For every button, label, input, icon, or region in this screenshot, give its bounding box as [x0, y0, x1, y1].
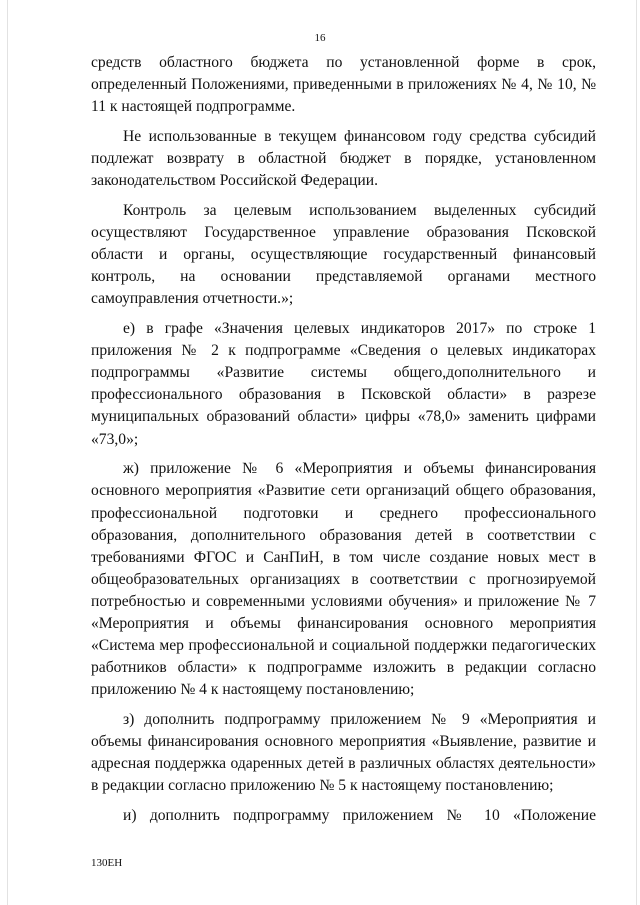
document-body	[91, 52, 596, 835]
paragraph-continuation: средств областного бюджета по установленной форме в срок, определенный Положениями, приведенными в приложениях № 4, № 10, № 11 к настоящей подпрограмме.	[91, 54, 596, 116]
footer-code: 130ЕН	[91, 857, 123, 869]
paragraph-unused-subsidies: Не использованные в текущем финансовом году средства субсидий подлежат возврату в областной бюджет в порядке, установленном законодательством Российской Федерации.	[91, 127, 596, 190]
paragraph-control: Контроль за целевым использованием выделенных субсидий осуществляют Государственное управление образования Псковской области и органы, осуществляющие государственный финансовый контроль, на основании представляемой органами местного самоуправления отчетности.»;	[91, 201, 596, 308]
paragraph-item-i: и) дополнить подпрограмму приложением № 10 «Положение	[123, 807, 596, 825]
paragraph-item-z: з) дополнить подпрограмму приложением № 9 «Мероприятия и объемы финансирования основного мероприятия «Выявление, развитие и адресная поддержка одаренных детей в различных областях деятельности» в редакции согласно приложению № 5 к настоящему постановлению;	[91, 711, 596, 795]
page-edge-right	[636, 0, 637, 905]
paragraph-item-zh: ж) приложение № 6 «Мероприятия и объемы финансирования основного мероприятия «Развитие сети организаций общего образования, профессиональной подготовки и среднего профессионального образования, дополнительного образования детей в соответствии с требованиями ФГОС и СанПиН, в том числе создание новых мест в общеобразовательных организациях в соответствии с прогнозируемой потребностью и современными условиями обучения» и приложение № 7 «Мероприятия и объемы финансирования основного мероприятия «Система мер профессиональной и социальной поддержки педагогических работников области» к подпрограмме изложить в редакции согласно приложению № 4 к настоящему постановлению;	[91, 460, 596, 699]
page-edge-left	[7, 0, 8, 905]
paragraph-item-e: е) в графе «Значения целевых индикаторов 2017» по строке 1 приложения № 2 к подпрограмме «Сведения о целевых индикаторах подпрограммы «Развитие системы общего,дополнительного и профессионального образования в Псковской области» в разрезе муниципальных образований области» цифры «78,0» заменить цифрами «73,0»;	[91, 320, 596, 448]
page-number: 16	[314, 32, 326, 44]
